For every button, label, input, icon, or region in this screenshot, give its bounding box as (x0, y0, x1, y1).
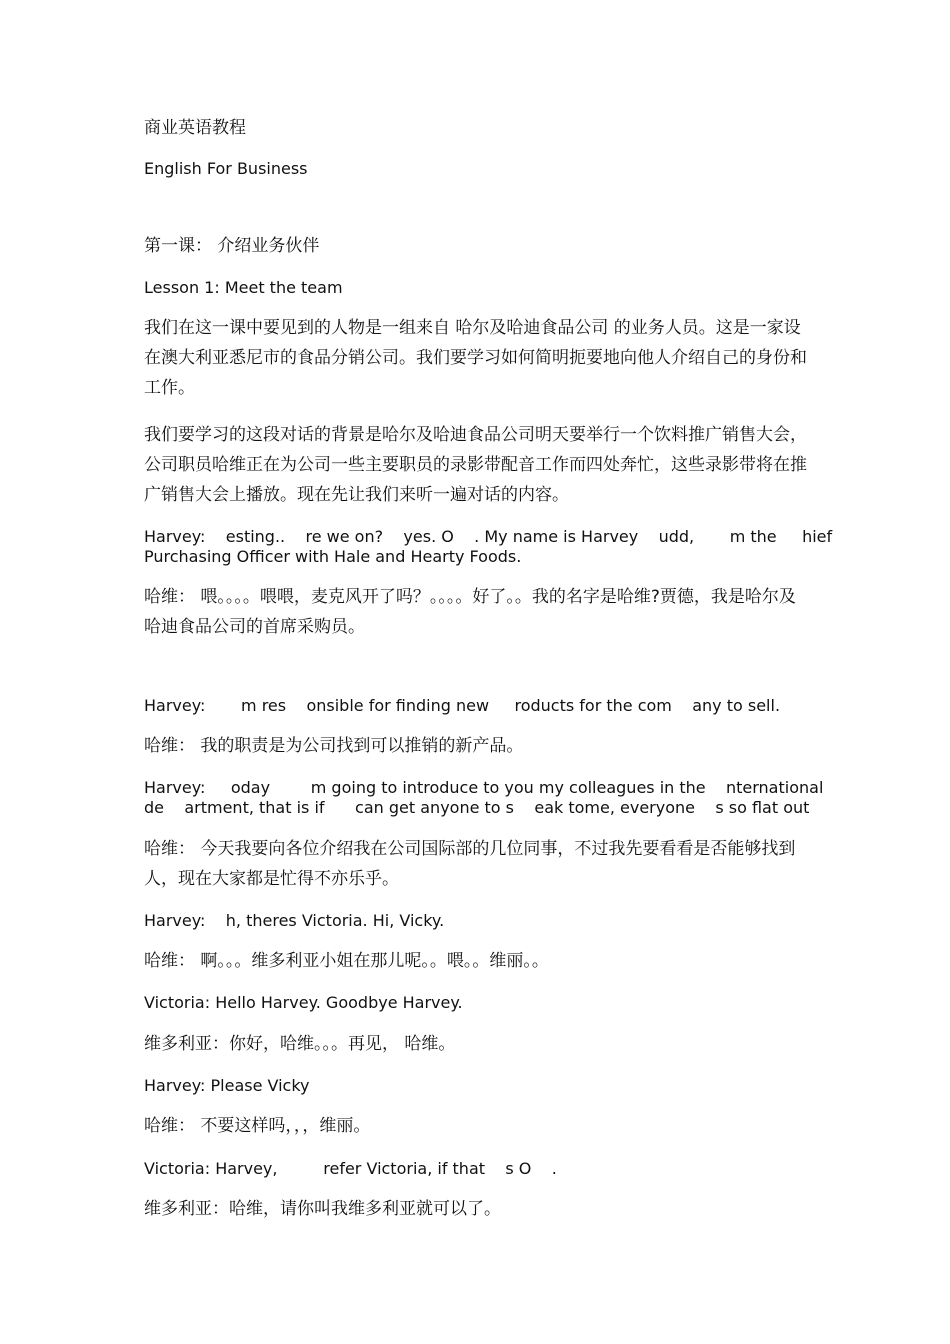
dialogue-chinese-line: 哈维： 不要这样吗，，，维丽。 (144, 1116, 371, 1136)
dialogue-chinese-line: 维多利亚：哈维，请你叫我维多利亚就可以了。 (144, 1199, 501, 1219)
dialogue-english-line: Harvey: m res onsible for finding new roducts for the com any to sell. (144, 696, 781, 715)
dialogue-chinese-line: 哈维： 我的职责是为公司找到可以推销的新产品。 (144, 736, 524, 756)
lesson-heading-english: Lesson 1: Meet the team (144, 278, 343, 297)
lesson-heading-chinese: 第一课： 介绍业务伙伴 (144, 236, 320, 256)
dialogue-chinese-line: 哈维： 啊。。。维多利亚小姐在那儿呢。。喂。。维丽。。 (144, 951, 549, 971)
intro-paragraph-2: 我们要学习的这段对话的背景是哈尔及哈迪食品公司明天要举行一个饮料推广销售大会，公司职员哈维正在为公司一些主要职员的录影带配音工作而四处奔忙，这些录影带将在推广销售大会上播放。现在先让我们来听一遍对话的内容。 (144, 425, 807, 505)
intro-paragraph-1: 我们在这一课中要见到的人物是一组来自 哈尔及哈迪食品公司 的业务人员。这是一家设在澳大利亚悉尼市的食品分销公司。我们要学习如何简明扼要地向他人介绍自己的身份和工作。 (144, 318, 807, 398)
dialogue-english-line: Harvey: oday m going to introduce to you my colleagues in the nternational (144, 778, 824, 797)
dialogue-english-line: Purchasing Officer with Hale and Hearty Foods. (144, 547, 522, 566)
dialogue-chinese-line: 维多利亚：你好，哈维。。。再见， 哈维。 (144, 1034, 456, 1054)
dialogue-english-line: Harvey: Please Vicky (144, 1076, 310, 1095)
title-chinese: 商业英语教程 (144, 118, 246, 138)
dialogue-english-line: Harvey: h, theres Victoria. Hi, Vicky. (144, 911, 445, 930)
title-english: English For Business (144, 159, 308, 178)
dialogue-english-line: Harvey: esting.. re we on? yes. O . My name is Harvey udd, m the hief (144, 527, 833, 546)
dialogue-english-line: Victoria: Hello Harvey. Goodbye Harvey. (144, 993, 463, 1012)
dialogue-english-line: de artment, that is if can get anyone to s eak tome, everyone s so flat out (144, 798, 810, 817)
dialogue-chinese-line: 哈维： 喂。。。。喂喂，麦克风开了吗？。。。。好了。。我的名字是哈维?贾德，我是哈尔及哈迪食品公司的首席采购员。 (144, 587, 796, 637)
dialogue-chinese-line: 哈维： 今天我要向各位介绍我在公司国际部的几位同事，不过我先要看看是否能够找到人，现在大家都是忙得不亦乐乎。 (144, 839, 796, 889)
dialogue-english-line: Victoria: Harvey, refer Victoria, if that s O . (144, 1159, 557, 1178)
